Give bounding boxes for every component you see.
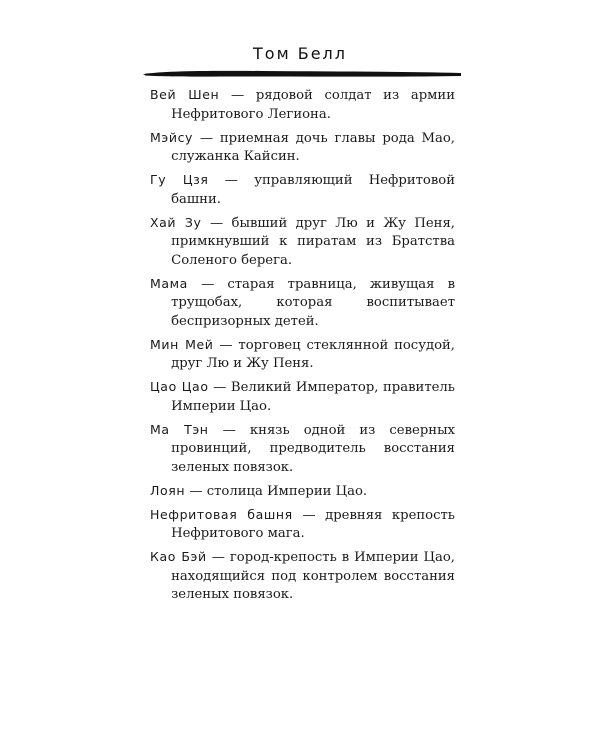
glossary-definition: бывший друг Лю и Жу Пеня, примкнувший к пиратам из Братства Соленого берега. <box>171 215 455 268</box>
glossary-term: Вей Шен <box>150 87 220 102</box>
glossary-dash: — <box>201 276 215 292</box>
glossary-term: Нефритовая башня <box>150 506 293 522</box>
glossary-entry <box>150 171 455 209</box>
glossary-dash: — <box>230 88 245 103</box>
glossary-term: Гу Цзя <box>150 172 209 187</box>
glossary-definition: Великий Император, правитель Империи Цао. <box>171 380 455 414</box>
glossary-definition: торговец стеклянной посудой, друг Лю и Жу Пеня. <box>171 337 455 371</box>
glossary-entry <box>150 482 455 502</box>
glossary-term: Ма Тэн <box>150 421 209 437</box>
glossary-dash: — <box>209 215 224 231</box>
glossary-dash: — <box>199 130 214 146</box>
glossary-list <box>150 86 455 609</box>
glossary-entry <box>150 86 455 124</box>
glossary-dash: — <box>213 380 227 395</box>
glossary-definition: старая травница, живущая в трущобах, которая воспитывает беспризорных детей. <box>171 276 455 329</box>
glossary-entry <box>150 506 455 544</box>
glossary-definition: древняя крепость Нефритового мага. <box>171 507 455 541</box>
glossary-entry <box>150 275 455 332</box>
glossary-definition: управляющий Нефритовой башни. <box>171 173 456 207</box>
glossary-term: Као Бэй <box>150 549 207 564</box>
glossary-definition: город-крепость в Империи Цао, находящийся под контролем восстания зеленых повязок. <box>171 550 455 602</box>
glossary-term: Мэйсу <box>150 129 194 145</box>
glossary-entry <box>150 421 455 478</box>
glossary-definition: столица Империи Цао. <box>206 483 368 499</box>
glossary-dash: — <box>224 173 238 188</box>
glossary-term: Цао Цао <box>150 379 209 394</box>
glossary-definition: рядовой солдат из армии Нефритового Легиона. <box>171 88 455 122</box>
glossary-entry <box>150 214 455 271</box>
running-header-author: Том Белл <box>253 44 347 63</box>
glossary-dash: — <box>302 507 316 523</box>
glossary-term: Мин Мей <box>150 336 214 352</box>
glossary-definition: князь одной из северных провинций, предводитель восстания зеленых повязок. <box>171 422 455 475</box>
glossary-term: Мама <box>150 275 188 291</box>
glossary-dash: — <box>222 422 236 438</box>
glossary-dash: — <box>219 337 233 353</box>
brush-stroke-divider <box>143 68 463 80</box>
glossary-dash: — <box>211 550 225 565</box>
glossary-term: Лоян <box>150 482 186 498</box>
glossary-entry <box>150 548 455 605</box>
glossary-dash: — <box>189 483 203 499</box>
glossary-entry <box>150 336 455 374</box>
glossary-entry <box>150 129 455 167</box>
glossary-definition: приемная дочь главы рода Мао, служанка Кайсин. <box>171 130 455 164</box>
glossary-entry <box>150 378 455 416</box>
glossary-term: Хай Зу <box>150 214 202 230</box>
